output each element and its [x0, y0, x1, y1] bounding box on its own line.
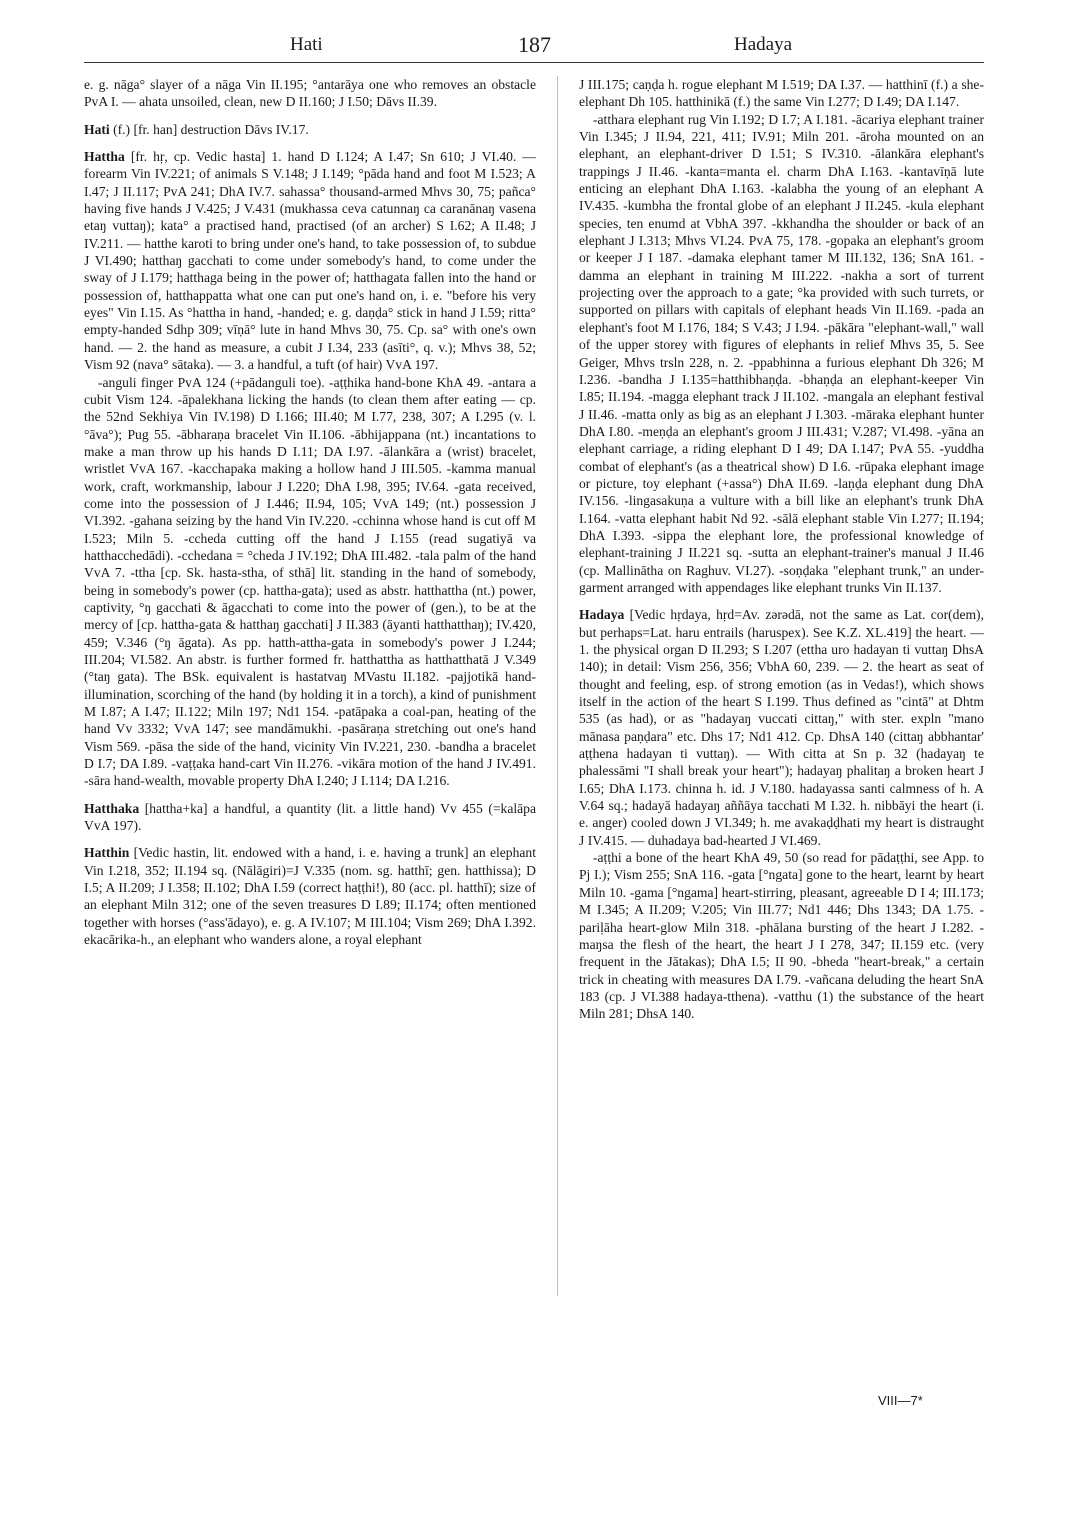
- dictionary-entry: [84, 121, 536, 138]
- headword: Hattha: [84, 149, 125, 165]
- entry-text: [Vedic hastin, lit. endowed with a hand, i. e. having a trunk] an elephant Vin I.218, 352; II.194 sq. (Nālāgiri)=J V.335 (nom. sg. hatthī; gen. hatthissa); D I.5; A II.209; J I.358; II.102; DhA I.59 (correct haṭṭhi!), 80 (acc. pl. hatthī); size of an elephant Miln 312; one of the seven treasures D I.89; II.174; often mentioned together with horses (°ass'ādayo), e. g. A IV.107; M III.104; Vism 269; DhA I.392. ekacārika-h., an elephant who wanders alone, a royal elephant: [84, 845, 536, 948]
- entry-text: [Vedic hṛdaya, hṛd=Av. zǝrǝdā, not the same as Lat. cor(dem), but perhaps=Lat. haru entrails (haruspex). See K.Z. XL.419] the heart. — 1. the physical organ D II.293; S I.207 (ettha uro hadayan ti vuttaŋ DhsA 140); in detail: Vism 256, 356; VbhA 60, 239. — 2. the heart as seat of thought and feeling, esp. of strong emotion (as in Vedas!), which shows itself in the action of the heart S I.199. Thus defined as "cintā" at Dhtm 535 (as had), or as "hadayaŋ vuccati cittaŋ," with ster. expln "mano mānasa paṇḍara" etc. Dhs 17; Nd1 412. Cp. DhsA 140 (cittaŋ abbhantar' aṭṭhena hadayan ti vuttaŋ). — With citta at Sn p. 32 (hadayaŋ te phalessāmi "I shall break your heart"); hadayaŋ phalitaŋ a broken heart J I.65; DhA I.173. chinna h. id. J V.180. hadayassa santi calmness of h. A V.64 sq.; hadayā hadayaŋ aññāya tacchati M I.32. h. nibbāyi the heart (i. e. anger) cooled down J VI.349; h. me avakaḍḍhati my heart is distraught J IV.415. — duhadaya bad-hearted J VI.469.: [579, 607, 984, 848]
- column-divider: [557, 76, 558, 1296]
- entry-paragraph: [579, 849, 984, 1022]
- header-left-word: Hati: [290, 34, 323, 55]
- headword: Hatthin: [84, 845, 130, 861]
- dictionary-entry: [84, 800, 536, 835]
- header-right-word: Hadaya: [734, 34, 793, 55]
- entry-paragraph: [84, 76, 536, 111]
- header-rule: [84, 62, 984, 63]
- headword: Hati: [84, 121, 110, 137]
- right-column: [579, 76, 984, 1023]
- entry-paragraph: [579, 76, 984, 111]
- running-header: [84, 34, 984, 58]
- entry-text: [hattha+ka] a handful, a quantity (lit. a little hand) Vv 455 (=kalāpa VvA 197).: [84, 800, 536, 834]
- dictionary-entry: [84, 148, 536, 373]
- entry-paragraph: [84, 374, 536, 790]
- headword: Hatthaka: [84, 800, 140, 816]
- page-number: 187: [518, 32, 551, 57]
- dictionary-entry: [84, 844, 536, 948]
- entry-text: -anguli finger PvA 124 (+pādanguli toe). -aṭṭhika hand-bone KhA 49. -antara a cubit Vism 124. -āpalekhana licking the hands (to clean them after eating — cp. the 52nd Sekhiya Vin IV.198) D I.166; III.40; M I.77, 238, 307; A I.295 (v. l. °āva°); Pug 55. -ābharaṇa bracelet Vin II.106. -ābhijappana (nt.) incantations to make a man throw up his hands D I.11; DA I.97. -ālankāra a (wrist) bracelet, wristlet VvA 167. -kacchapaka making a hollow hand J III.505. -kamma manual work, craft, workmanship, labour J I.220; DhA I.98, 395; IV.64. -gata received, come into the possession of J I.446; II.94, 105; VvA 149; (nt.) possession J VI.392. -gahana seizing by the hand Vin IV.220. -cchinna whose hand is cut off M I.523; Miln 5. -ccheda cutting off the hand J I.155 (read sugatiyā va hatthacchedādi). -cchedana = °cheda J IV.192; DhA III.482. -tala palm of the hand VvA 7. -ttha [cp. Sk. hasta-stha, of sthā] lit. standing in the hand of somebody, being in somebody's power (cp. hattha-gata); used as abstr. hatthattha (nt.) power, captivity, °ŋ gacchati & āgacchati to come into the power of (gen.), to be at the mercy of [cp. hattha-gata & hatthaŋ gacchati] J II.383 (āyanti hatthatthaŋ); IV.420, 459; V.346 (°ŋ āgata). As pp. hatth-attha-gata in somebody's power J I.244; III.204; VI.582. An abstr. is further formed fr. hatthattha as hatthatthatā J V.349 (°taŋ gata). The BSk. equivalent is hastatvaŋ MVastu II.182. -pajjotikā hand-illumination, scorching of the hand (by holding it in a torch), a kind of punishment M I.87; A I.47; II.122; Miln 197; Nd1 154. -patāpaka a coal-pan, heating of the hand Vv 3332; VvA 147; see mandāmukhi. -pasāraṇa stretching out one's hand Vism 569. -pāsa the side of the hand, vicinity Vin IV.221, 230. -bandha a bracelet D I.7; DA I.89. -vaṭṭaka hand-cart Vin II.276. -vikāra motion of the hand J IV.491. -sāra hand-wealth, movable property DhA I.240; J I.114; DA I.216.: [84, 374, 536, 789]
- entry-text: (f.) [fr. han] destruction Dāvs IV.17.: [109, 121, 309, 137]
- headword: Hadaya: [579, 607, 625, 623]
- dictionary-entry: [579, 606, 984, 849]
- entry-text: -aṭṭhi a bone of the heart KhA 49, 50 (so read for pādaṭṭhi, see App. to Pj I.); Vism 255; SnA 116. -gata [°ngata] gone to the heart, learnt by heart Miln 10. -gama [°ngama] heart-stirring, pleasant, agreeable D I 4; III.173; M I.345; A II.209; V.205; Vin III.77; Nd1 446; Dhs 1343; DA 1.75. -pariḷāha heart-glow Miln 318. -phālana bursting of the heart J I.282. -maŋsa the flesh of the heart, the heart J I 278, 347; II.159 etc. (very frequent in the Jātakas); DhA I.5; II 90. -bheda "heart-break," a certain trick in cheating with measures DA I.79. -vañcana deluding the heart SnA 183 (cp. J VI.388 hadaya-tthena). -vatthu (1) the substance of the heart Miln 281; DhsA 140.: [579, 850, 984, 1022]
- left-column: [84, 76, 536, 949]
- entry-paragraph: [579, 111, 984, 597]
- entry-text: [fr. hṛ, cp. Vedic hasta] 1. hand D I.124; A I.47; Sn 610; J VI.40. — forearm Vin IV.221; of animals S V.148; J I.149; °pāda hand and foot M I.523; A I.47; J II.117; PvA 241; DhA IV.7. sahassa° thousand-armed Mhvs 30, 75; pañca° having five hands J V.425; J V.431 (mukhassa ceva catunnaŋ ca caranānaŋ vasena etaŋ vuttaŋ); kata° a practised hand, practised (of an archer) S I.62; A II.48; J IV.211. — hatthe karoti to bring under one's hand, to take possession of, to subdue J VI.490; hatthaŋ gacchati to come under somebody's hand, to come under the sway of J I.179; hatthaga being in the power of; hatthagata fallen into the hand or possession of, hatthappatta what one can put one's hand on, i. e. "before his very eyes" Vin I.15. As °hattha in hand, -handed; e. g. daṇḍa° stick in hand J I.59; ritta° empty-handed Sdhp 309; vīṇā° lute in hand Mhvs 30, 75. Cp. sa° with one's own hand. — 2. the hand as measure, a cubit J I.34, 233 (asīti°, q. v.); Mhvs 38, 52; Vism 92 (nava° sātaka). — 3. a handful, a tuft (of hair) VvA 197.: [84, 149, 536, 373]
- entry-text: -atthara elephant rug Vin I.192; D I.7; A I.181. -ācariya elephant trainer Vin I.345; J II.94, 221, 411; IV.91; Miln 201. -āroha mounted on an elephant, an elephant-driver D I.51; S IV.310. -ālankāra elephant's trappings J II.46. -kanta=manta el. charm DhA I.163. -kantavīṇā lute enticing an elephant DhA I.163. -kalabha the young of an elephant A IV.435. -kumbha the frontal globe of an elephant J II.245. -kula elephant species, ten enumd at VbhA 397. -kkhandha the shoulder or back of an elephant J I.313; Mhvs VI.24. PvA 75, 178. -gopaka an elephant's groom or keeper J I 187. -damaka elephant tamer M III.132, 136; SnA 161. -damma an elephant in training M III.222. -nakha a sort of turrent projecting over the approach to a gate; °ka provided with such turrets, or supported on pillars with capitals of elephant heads Vin II.169. -pada an elephant's foot M I.176, 184; S V.43; J I.94. -pākāra "elephant-wall," wall of the upper storey with figures of elephants in relief Mhvs 35, 5. See Geiger, Mhvs trsln 228, n. 2. -ppabhinna a furious elephant Dh 326; M I.236. -bandha J I.135=hatthibhaṇḍa. -bhaṇḍa an elephant-keeper Vin I.85; II.194. -magga elephant track J II.102. -mangala an elephant festival J II.46. -matta only as big as an elephant J I.303. -māraka elephant hunter DhA I.80. -meṇḍa an elephant's groom J III.431; V.287; VI.498. -yāna an elephant carriage, a riding elephant D I 49; DA I.147; PvA 55. -yuddha combat of elephant's (as a theatrical show) D I.6. -rūpaka elephant image or picture, toy elephant (+assa°) DhA II.69. -laṇḍa elephant dung DhA IV.156. -lingasakuṇa a vulture with a bill like an elephant's trunk DhA I.164. -vatta elephant habit Nd 92. -sālā elephant stable Vin I.277; II.194; DhA I.393. -sippa the elephant lore, the professional knowledge of elephant-training J II.221 sq. -sutta an elephant-trainer's manual J II.46 (cp. Mallinātha on Raghuv. VI.27). -soṇḍaka "elephant trunk," an under-garment arranged with appendages like elephant trunks Vin II.137.: [579, 111, 984, 595]
- entry-text: J III.175; caṇḍa h. rogue elephant M I.519; DA I.37. — hatthinī (f.) a she-elephant Dh 105. hatthinikā (f.) the same Vin I.277; D I.49; DA I.147.: [579, 77, 984, 110]
- entry-text: e. g. nāga° slayer of a nāga Vin II.195; °antarāya one who removes an obstacle PvA I. — ahata unsoiled, clean, new D II.160; J I.50; Dāvs II.39.: [84, 77, 536, 110]
- signature-mark: VIII—7*: [878, 1393, 923, 1408]
